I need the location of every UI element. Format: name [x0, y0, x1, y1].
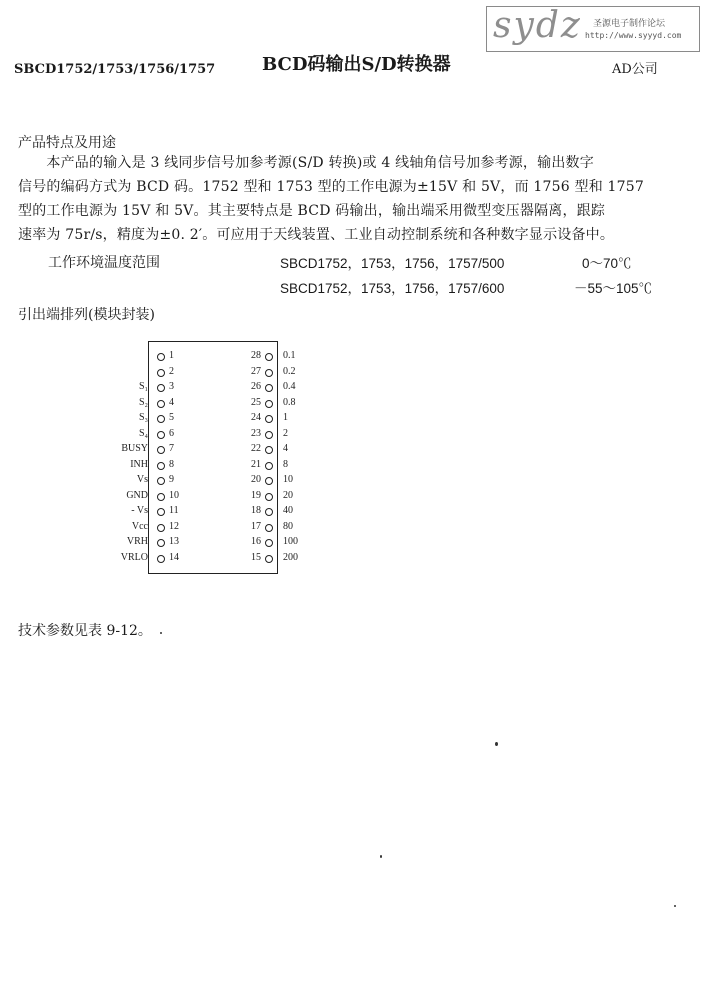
pinout-heading: 引出端排列(模块封装): [18, 307, 155, 323]
right-pin-number: 28: [251, 350, 261, 361]
left-pin-circle: [157, 539, 165, 547]
left-pin-signal-label: BUSY: [121, 443, 148, 454]
watermark-logo: sydz: [493, 5, 582, 46]
right-pin-number: 26: [251, 381, 261, 392]
right-pin-number: 27: [251, 365, 261, 377]
right-pin-circle: [265, 555, 273, 563]
right-pin-signal-label: 0.1: [283, 350, 296, 361]
left-pin-signal-label: - Vs: [131, 505, 148, 516]
right-pin-number: 24: [251, 412, 261, 423]
left-pin-circle: [157, 524, 165, 532]
left-pin-circle: [157, 415, 165, 423]
scan-speck: [160, 632, 162, 634]
left-pin-circle: [157, 369, 165, 377]
temperature-range: 0～70℃: [582, 256, 632, 271]
right-pin-circle: [265, 524, 273, 532]
right-pin-signal-label: 10: [283, 474, 293, 485]
left-pin-signal-label: VRH: [126, 536, 148, 547]
document-title: BCD码输出S/D转换器: [262, 54, 451, 75]
features-line: 速率为 75r/s，精度为±0. 2′。可应用于天线装置、工业自动控制系统和各种数字显示设备中。: [18, 227, 615, 243]
features-line: 本产品的输入是 3 线同步信号加参考源(S/D 转换)或 4 线轴角信号加参考源，输出数字: [18, 155, 594, 171]
right-pin-circle: [265, 493, 273, 501]
left-pin-number: 4: [169, 396, 174, 408]
right-pin-signal-label: 4: [283, 443, 288, 454]
left-pin-circle: [157, 477, 165, 485]
right-pin-circle: [265, 462, 273, 470]
left-pin-number: 1: [169, 350, 174, 361]
right-pin-circle: [265, 508, 273, 516]
watermark-site-name: 圣源电子制作论坛: [593, 19, 666, 29]
scan-speck: [674, 905, 676, 907]
right-pin-signal-label: 0.8: [283, 396, 296, 408]
left-pin-circle: [157, 508, 165, 516]
right-pin-number: 18: [251, 505, 261, 516]
left-pin-circle: [157, 384, 165, 392]
features-line: 型的工作电源为 15V 和 5V。其主要特点是 BCD 码输出，输出端采用微型变压器隔离，跟踪: [18, 203, 606, 219]
right-pin-signal-label: 0.2: [283, 365, 296, 377]
left-pin-number: 12: [169, 520, 179, 532]
left-pin-number: 11: [169, 505, 179, 516]
watermark: [486, 6, 700, 52]
model-numbers: SBCD1752/1753/1756/1757: [14, 62, 216, 77]
temperature-models: SBCD1752，1753，1756，1757/500: [280, 256, 505, 271]
right-pin-circle: [265, 369, 273, 377]
reference-note: 技术参数见表 9-12。: [18, 623, 152, 639]
right-pin-circle: [265, 431, 273, 439]
right-pin-circle: [265, 446, 273, 454]
right-pin-signal-label: 40: [283, 505, 293, 516]
left-pin-circle: [157, 446, 165, 454]
right-pin-circle: [265, 400, 273, 408]
right-pin-number: 16: [251, 536, 261, 547]
right-pin-circle: [265, 539, 273, 547]
left-pin-number: 5: [169, 412, 174, 423]
right-pin-circle: [265, 477, 273, 485]
features-line: 信号的编码方式为 BCD 码。1752 型和 1753 型的工作电源为±15V 和 5V，而 1756 型和 1757: [18, 179, 644, 195]
left-pin-signal-label: S₂: [138, 396, 148, 408]
temperature-label: 工作环境温度范围: [48, 255, 160, 271]
temperature-models: SBCD1752，1753，1756，1757/600: [280, 281, 505, 296]
left-pin-signal-label: S₃: [138, 412, 148, 423]
right-pin-number: 21: [251, 458, 261, 470]
left-pin-circle: [157, 431, 165, 439]
left-pin-signal-label: Vcc: [131, 520, 148, 532]
left-pin-number: 2: [169, 365, 174, 377]
left-pin-number: 10: [169, 489, 179, 501]
company-name: AD公司: [612, 62, 658, 77]
right-pin-number: 19: [251, 489, 261, 501]
left-pin-number: 13: [169, 536, 179, 547]
right-pin-signal-label: 0.4: [283, 381, 296, 392]
features-heading: 产品特点及用途: [18, 135, 116, 151]
scan-speck: [380, 855, 382, 858]
right-pin-signal-label: 8: [283, 458, 288, 470]
left-pin-number: 3: [169, 381, 174, 392]
right-pin-number: 25: [251, 396, 261, 408]
right-pin-signal-label: 80: [283, 520, 293, 532]
left-pin-signal-label: GND: [126, 489, 148, 501]
left-pin-signal-label: S₄: [138, 427, 148, 439]
left-pin-signal-label: INH: [130, 458, 148, 470]
right-pin-signal-label: 200: [283, 551, 298, 563]
right-pin-number: 17: [251, 520, 261, 532]
scan-speck: [495, 742, 498, 746]
watermark-url: http://www.syyyd.com: [585, 31, 682, 40]
left-pin-signal-label: VRLO: [120, 551, 148, 563]
left-pin-circle: [157, 493, 165, 501]
right-pin-number: 20: [251, 474, 261, 485]
right-pin-signal-label: 20: [283, 489, 293, 501]
left-pin-signal-label: Vs: [136, 474, 148, 485]
right-pin-number: 23: [251, 427, 261, 439]
right-pin-number: 22: [251, 443, 261, 454]
left-pin-circle: [157, 555, 165, 563]
left-pin-number: 6: [169, 427, 174, 439]
left-pin-circle: [157, 462, 165, 470]
right-pin-signal-label: 1: [283, 412, 288, 423]
right-pin-signal-label: 2: [283, 427, 288, 439]
right-pin-circle: [265, 353, 273, 361]
left-pin-circle: [157, 400, 165, 408]
temperature-range: －55～105℃: [574, 281, 653, 296]
right-pin-signal-label: 100: [283, 536, 298, 547]
left-pin-number: 7: [169, 443, 174, 454]
right-pin-circle: [265, 415, 273, 423]
left-pin-number: 14: [169, 551, 179, 563]
left-pin-circle: [157, 353, 165, 361]
right-pin-number: 15: [251, 551, 261, 563]
right-pin-circle: [265, 384, 273, 392]
left-pin-number: 8: [169, 458, 174, 470]
left-pin-signal-label: S₁: [138, 381, 148, 392]
left-pin-number: 9: [169, 474, 174, 485]
